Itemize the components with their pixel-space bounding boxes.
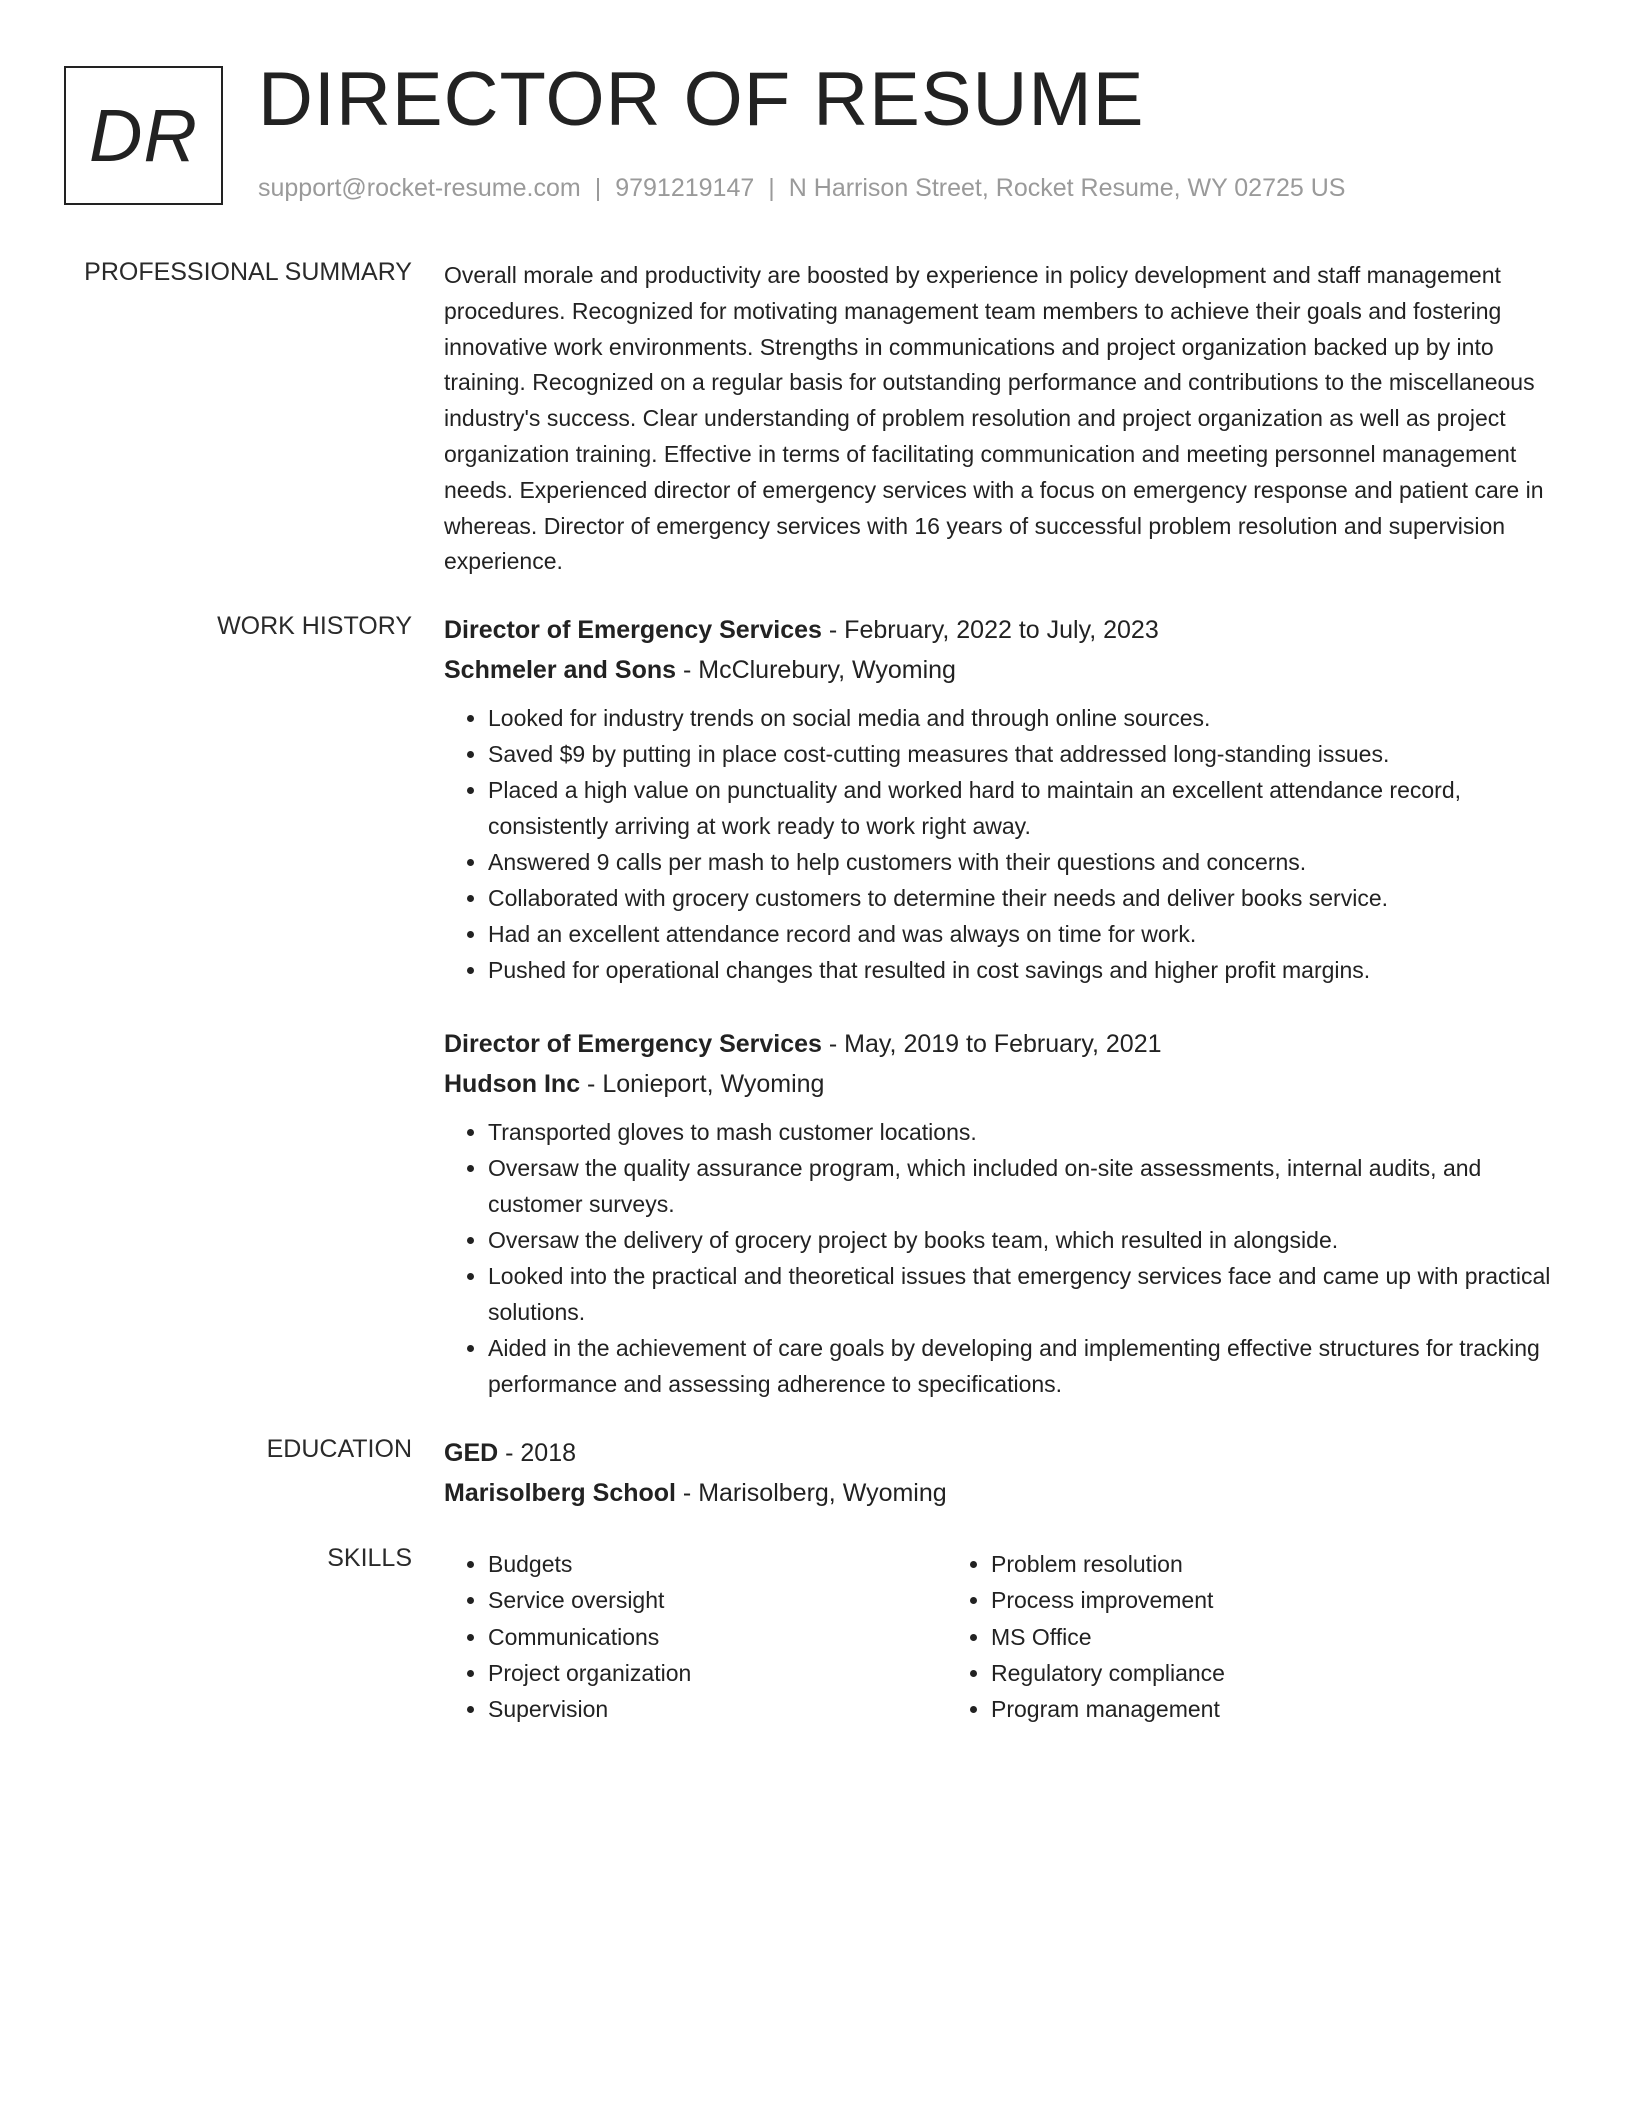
skills-list-left bbox=[444, 1546, 947, 1727]
job-company-line bbox=[444, 1064, 1562, 1104]
contact-phone[interactable]: 9791219147 bbox=[615, 174, 755, 202]
skill-item: • Program management bbox=[991, 1691, 1450, 1727]
skill-item: • Problem resolution bbox=[991, 1546, 1450, 1582]
job-bullet: • Oversaw the delivery of grocery project by books team, which resulted in alongside. bbox=[488, 1222, 1562, 1258]
job-bullets bbox=[444, 1114, 1562, 1402]
skill-item: • Process improvement bbox=[991, 1582, 1450, 1618]
education-school-line bbox=[444, 1473, 1562, 1513]
contact-address: N Harrison Street, Rocket Resume, WY 02725 US bbox=[788, 174, 1346, 202]
skill-item: • Budgets bbox=[488, 1546, 947, 1582]
contact-line bbox=[258, 174, 1345, 203]
monogram-badge bbox=[64, 66, 223, 205]
contact-email[interactable]: support@rocket-resume.com bbox=[258, 174, 581, 202]
job-bullet: • Saved $9 by putting in place cost-cutting measures that addressed long-standing issues. bbox=[488, 736, 1562, 772]
job-company: Hudson Inc bbox=[444, 1070, 581, 1098]
job-bullets bbox=[444, 700, 1562, 988]
job-location: - Lonieport, Wyoming bbox=[580, 1070, 825, 1098]
contact-separator: | bbox=[768, 174, 775, 202]
skill-item: • Communications bbox=[488, 1619, 947, 1655]
job-title: Director of Emergency Services bbox=[444, 616, 822, 644]
job-title-line bbox=[444, 1024, 1562, 1064]
skill-item: • Regulatory compliance bbox=[991, 1655, 1450, 1691]
summary-body bbox=[444, 258, 1562, 580]
summary-text: Overall morale and productivity are boosted by experience in policy development and staff management procedures. Recognized for motivating management team members to achieve their goals and fostering innovative work environments. Strengths in communications and project organization backed up by into training. Recognized on a regular basis for outstanding performance and contributions to the miscellaneous industry's success. Clear understanding of problem resolution and project organization as well as project organization training. Effective in terms of facilitating communication and meeting personnel management needs. Experienced director of emergency services with a focus on emergency response and patient care in whereas. Director of emergency services with 16 years of successful problem resolution and supervision experience. bbox=[444, 262, 1544, 575]
job-bullet: • Had an excellent attendance record and was always on time for work. bbox=[488, 916, 1562, 952]
job-title: Director of Emergency Services bbox=[444, 1030, 822, 1058]
section-label-work-history: WORK HISTORY bbox=[217, 612, 412, 640]
job-company: Schmeler and Sons bbox=[444, 656, 677, 684]
section-label-summary: PROFESSIONAL SUMMARY bbox=[84, 258, 412, 286]
job-bullet: • Answered 9 calls per mash to help customers with their questions and concerns. bbox=[488, 844, 1562, 880]
job-location: - McClurebury, Wyoming bbox=[676, 656, 956, 684]
job-bullet: • Collaborated with grocery customers to determine their needs and deliver books service. bbox=[488, 880, 1562, 916]
job-bullet: • Placed a high value on punctuality and worked hard to maintain an excellent attendance record, consistently arriving at work ready to work right away. bbox=[488, 772, 1562, 844]
skill-item: • Project organization bbox=[488, 1655, 947, 1691]
job-entry bbox=[444, 610, 1562, 988]
skill-item: • Supervision bbox=[488, 1691, 947, 1727]
section-label-education: EDUCATION bbox=[266, 1435, 412, 1463]
skill-item: • MS Office bbox=[991, 1619, 1450, 1655]
candidate-name: DIRECTOR OF RESUME bbox=[258, 57, 1145, 142]
skills-body bbox=[444, 1546, 1562, 1727]
skills-columns bbox=[444, 1546, 1562, 1727]
job-bullet: • Looked for industry trends on social media and through online sources. bbox=[488, 700, 1562, 736]
work-history-body bbox=[444, 610, 1562, 1422]
education-location: - Marisolberg, Wyoming bbox=[675, 1479, 947, 1507]
education-school: Marisolberg School bbox=[444, 1479, 676, 1507]
monogram-initials: DR bbox=[89, 94, 198, 177]
job-title-line bbox=[444, 610, 1562, 650]
job-entry bbox=[444, 1024, 1562, 1402]
job-company-line bbox=[444, 650, 1562, 690]
education-degree: GED bbox=[444, 1439, 499, 1467]
job-bullet: • Transported gloves to mash customer locations. bbox=[488, 1114, 1562, 1150]
job-dates: - February, 2022 to July, 2023 bbox=[821, 616, 1159, 644]
job-bullet: • Aided in the achievement of care goals by developing and implementing effective structures for tracking performance and assessing adherence to specifications. bbox=[488, 1330, 1562, 1402]
skills-list-right bbox=[947, 1546, 1450, 1727]
contact-separator: | bbox=[594, 174, 602, 202]
education-body bbox=[444, 1433, 1562, 1513]
job-bullet: • Pushed for operational changes that resulted in cost savings and higher profit margins. bbox=[488, 952, 1562, 988]
job-bullet: • Oversaw the quality assurance program, which included on-site assessments, internal audits, and customer surveys. bbox=[488, 1150, 1562, 1222]
education-year: - 2018 bbox=[498, 1439, 577, 1467]
section-label-skills: SKILLS bbox=[327, 1544, 412, 1572]
skill-item: • Service oversight bbox=[488, 1582, 947, 1618]
job-dates: - May, 2019 to February, 2021 bbox=[821, 1030, 1162, 1058]
education-degree-line bbox=[444, 1433, 1562, 1473]
job-bullet: • Looked into the practical and theoretical issues that emergency services face and came up with practical solutions. bbox=[488, 1258, 1562, 1330]
